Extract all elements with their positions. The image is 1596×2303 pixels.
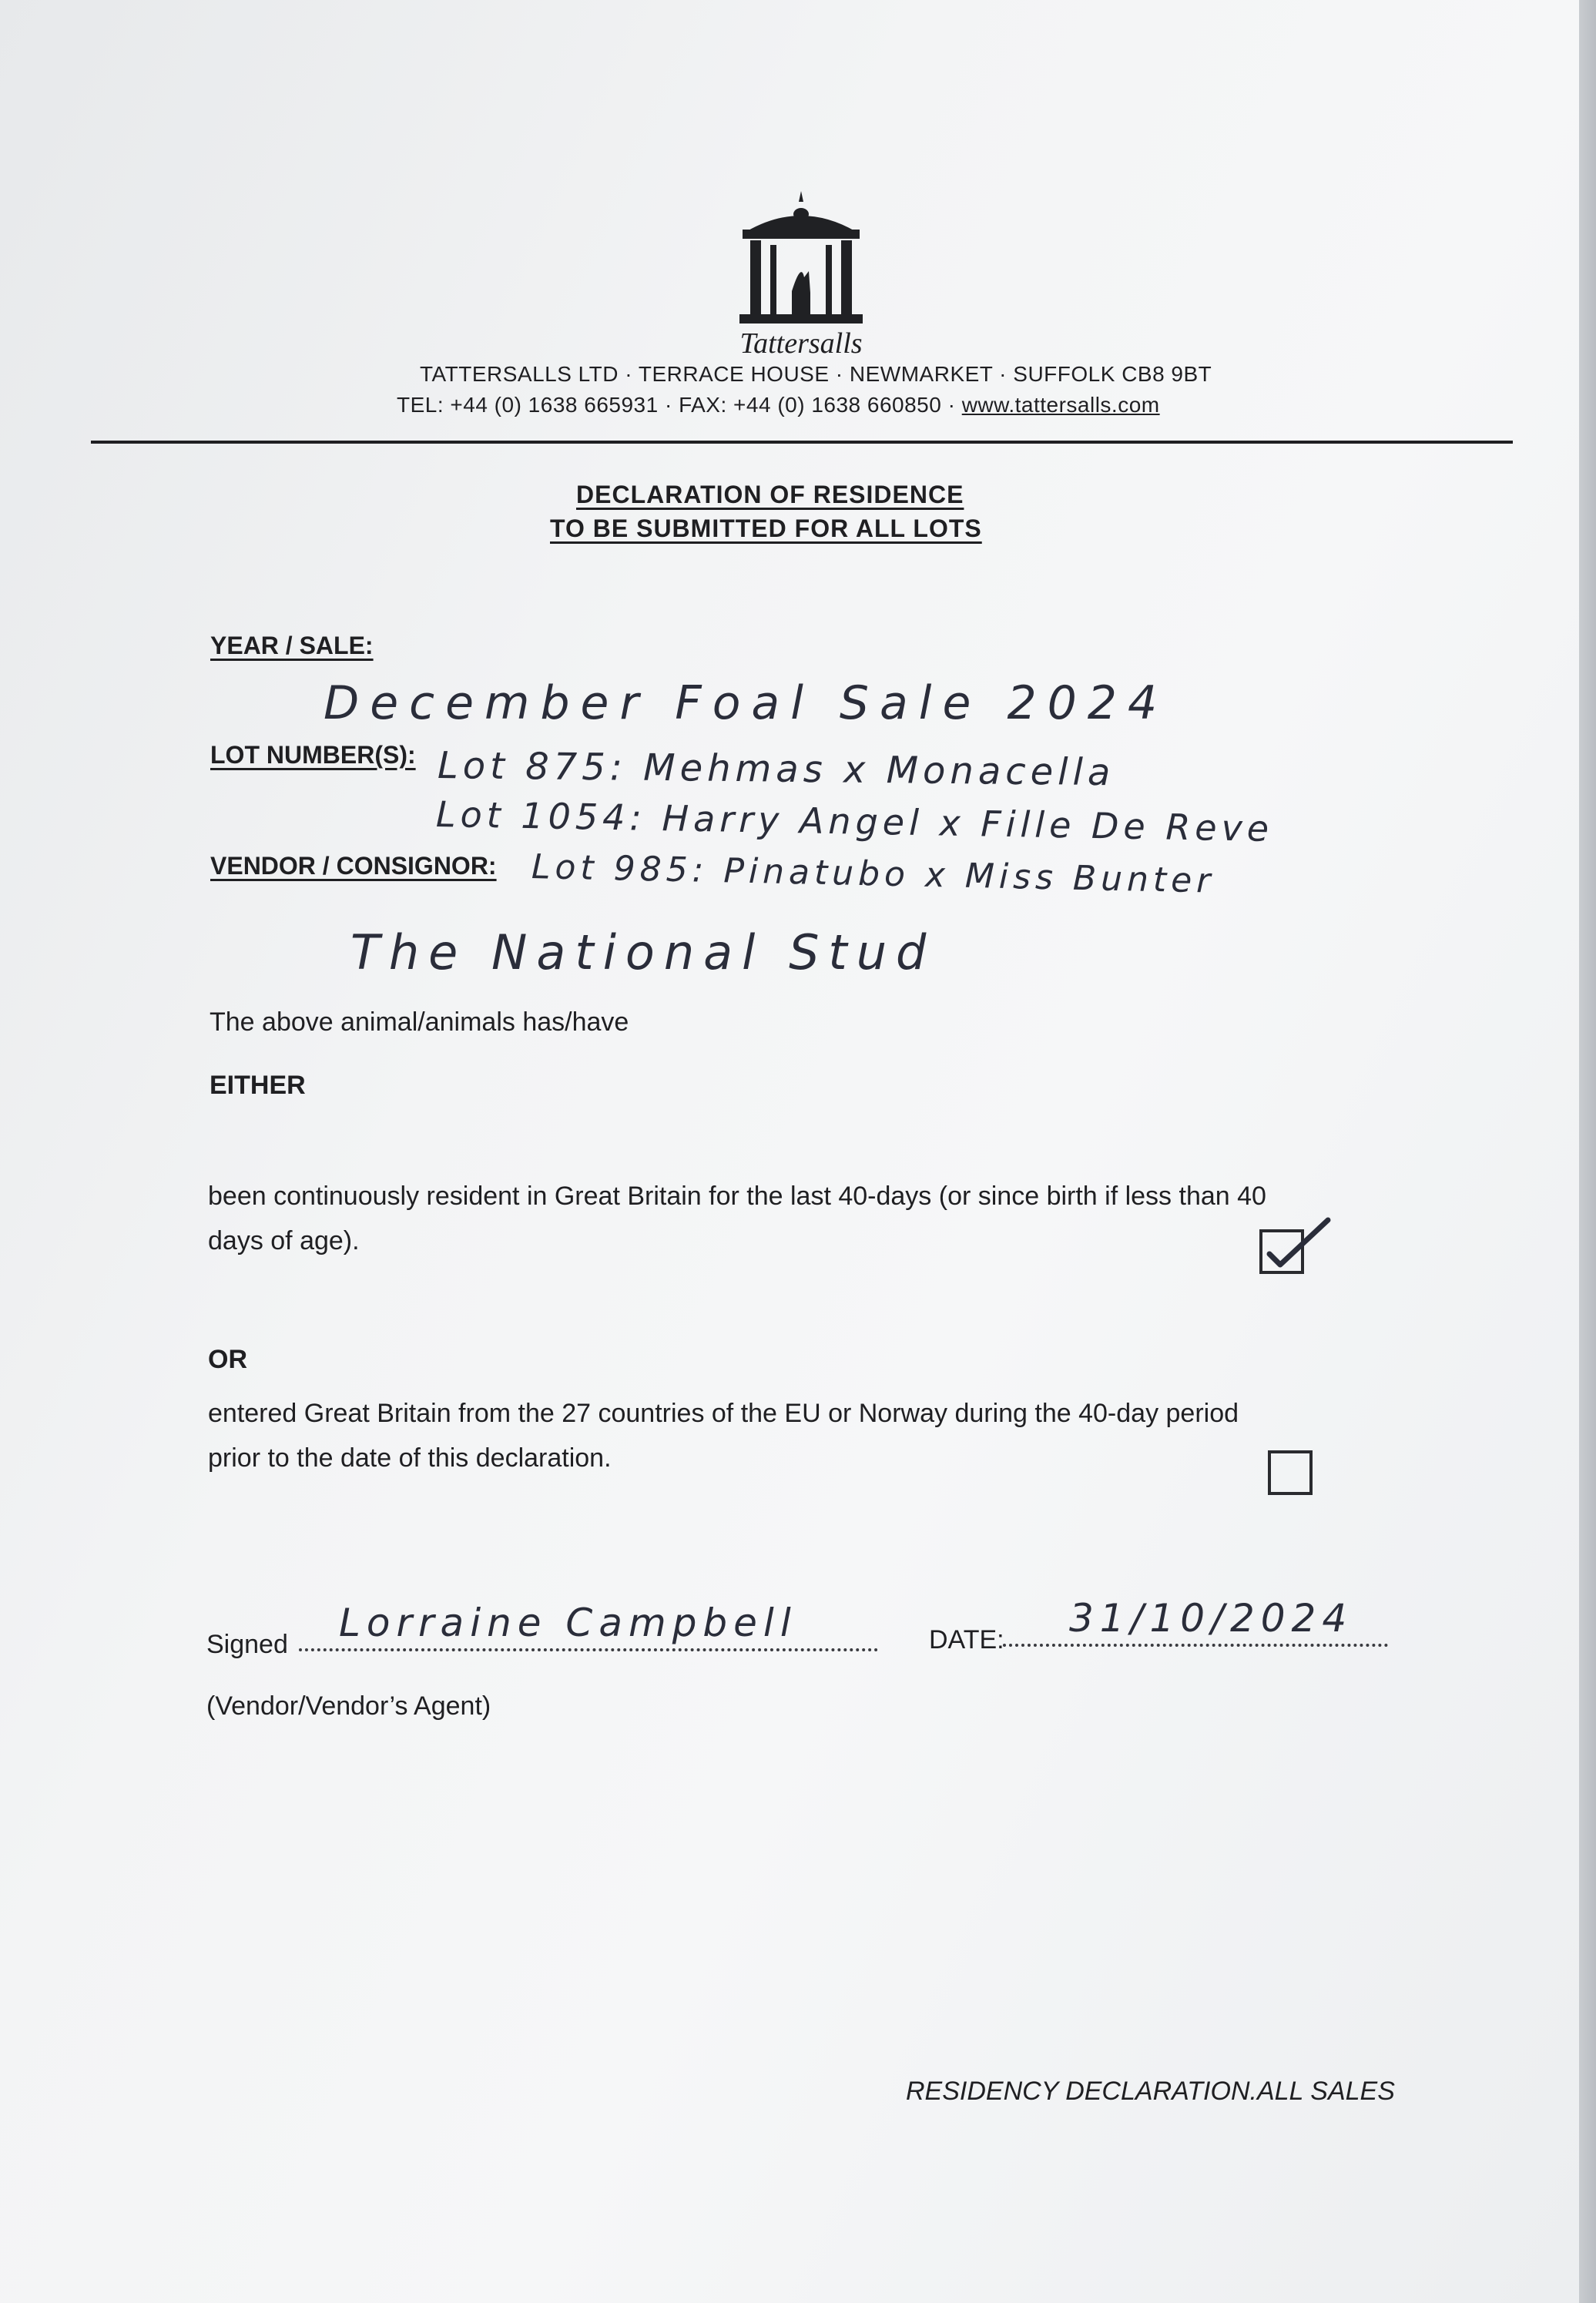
option2-checkbox[interactable] [1268, 1450, 1313, 1495]
contact-phone-fax: TEL: +44 (0) 1638 665931 · FAX: +44 (0) 1638 660850 · [397, 393, 962, 417]
option2-text-line2: prior to the date of this declaration. [208, 1443, 612, 1473]
page-edge [1579, 0, 1596, 2303]
date-value[interactable]: 31/10/2024 [1069, 1596, 1353, 1641]
year-sale-value[interactable]: December Foal Sale 2024 [324, 676, 1168, 730]
or-label: OR [208, 1345, 247, 1374]
lot-numbers-label: LOT NUMBER(S): [210, 741, 416, 769]
signed-label: Signed [206, 1630, 288, 1659]
date-label: DATE: [929, 1625, 1004, 1654]
page-title: DECLARATION OF RESIDENCE [576, 481, 964, 508]
lot-line-1[interactable]: Lot 875: Mehmas x Monacella [437, 744, 1115, 795]
either-label: EITHER [210, 1071, 306, 1100]
signature-value[interactable]: Lorraine Campbell [339, 1601, 797, 1645]
letterhead-address: TATTERSALLS LTD · TERRACE HOUSE · NEWMARKET · SUFFOLK CB8 9BT [420, 362, 1212, 386]
intro-text: The above animal/animals has/have [210, 1007, 629, 1037]
vendor-label: VENDOR / CONSIGNOR: [210, 852, 497, 880]
logo-wordmark: Tattersalls [739, 327, 863, 360]
year-sale-label: YEAR / SALE: [210, 632, 374, 659]
signature-line [299, 1648, 878, 1651]
letterhead-rule [91, 441, 1513, 444]
vendor-value[interactable]: The National Stud [350, 924, 936, 981]
lot-line-3[interactable]: Lot 985: Pinatubo x Miss Bunter [531, 847, 1215, 901]
option1-text-line1: been continuously resident in Great Britain for the last 40-days (or since birth if less than 40 [208, 1182, 1266, 1211]
footer-ref: RESIDENCY DECLARATION.ALL SALES [906, 2077, 1395, 2106]
lot-line-2[interactable]: Lot 1054: Harry Angel x Fille De Reve [435, 793, 1274, 850]
date-line [1003, 1644, 1388, 1647]
vendor-agent-label: (Vendor/Vendor’s Agent) [206, 1691, 491, 1721]
option2-text-line1: entered Great Britain from the 27 countries of the EU or Norway during the 40-day period [208, 1399, 1239, 1428]
checkmark-icon [1254, 1209, 1339, 1279]
option1-text-line2: days of age). [208, 1226, 360, 1255]
website-link[interactable]: www.tattersalls.com [961, 393, 1160, 417]
page-subtitle: TO BE SUBMITTED FOR ALL LOTS [550, 515, 982, 542]
letterhead-contact [397, 393, 1160, 417]
tattersalls-logo [724, 185, 878, 331]
